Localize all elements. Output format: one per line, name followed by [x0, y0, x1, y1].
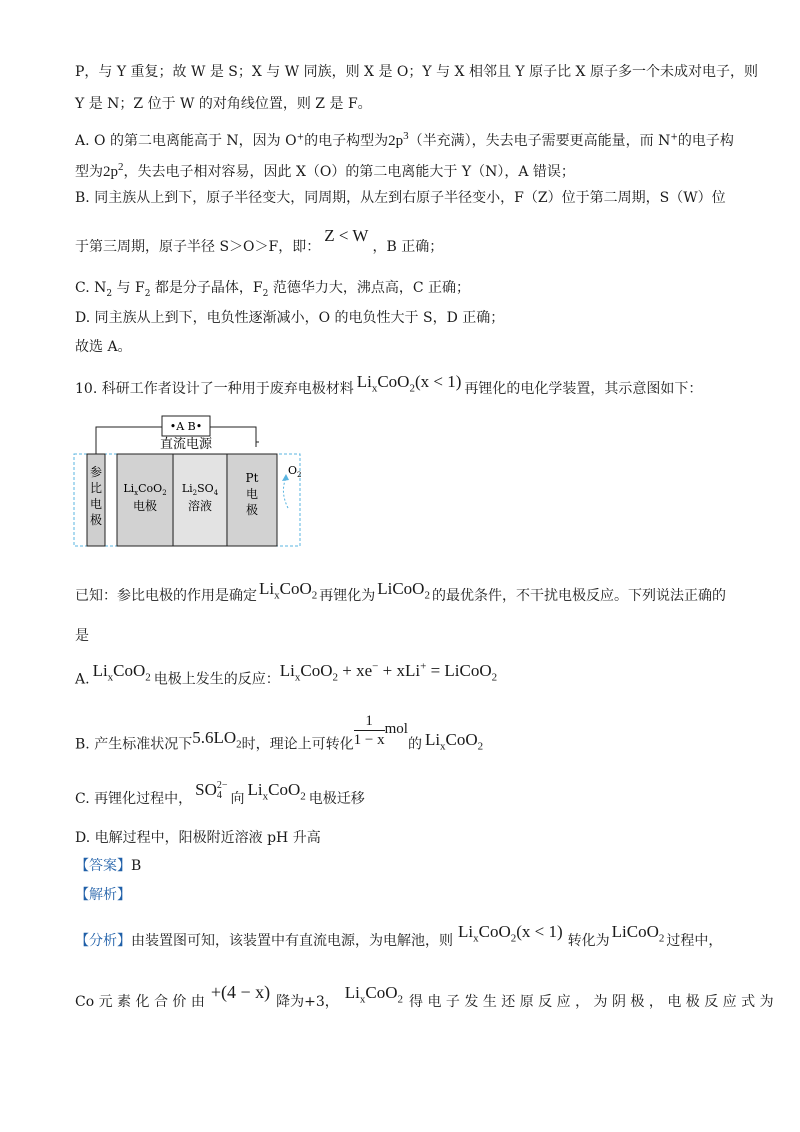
option-c-mid: 向 [230, 791, 245, 807]
sulfate-ion: SO 2− 4 [195, 780, 228, 802]
option-c-explain: C. $N_2$ 与 $F_2$ 都是分子晶体，$F_2$ 范德华力大，沸点高，C 正确； [75, 280, 470, 299]
fenxi-mid: 转化为 [567, 933, 610, 949]
answer [75, 856, 141, 876]
question-10: 10. 科研工作者设计了一种用于废弃电极材料 $Li_xCoO_2(x < 1)$ 再锂化的电化学装置，其示意图如下： [75, 372, 703, 397]
ref-char-4: 极 [89, 513, 103, 527]
ref-char-2: 比 [89, 481, 103, 495]
option-b-pre: B. 产生标准状况下 [75, 736, 193, 753]
power-source-label: 直流电源 [159, 437, 213, 452]
answer-label: 【答案】 [75, 858, 131, 874]
option-b-post: 的 [407, 736, 422, 753]
q10-post: 再锂化的电化学装置，其示意图如下： [464, 381, 703, 397]
licoo2-label: $Li_xCoO_2$ [123, 482, 167, 497]
text-line-2: Y 是 N；Z 位于 W 的对角线位置，则 Z 是 F。 [75, 96, 372, 112]
last-post: 得 电 子 发 生 还 原 反 应 ， 为 阴 极 ， 电 极 反 应 式 为 [409, 994, 774, 1010]
a1-mid: 的电子构型为 [304, 133, 389, 149]
o2-label: $O_2$ [288, 464, 302, 479]
option-b-explain-2 [75, 226, 444, 257]
q10-num: 10. 科研工作者设计了一种用于废弃电极材料 [75, 381, 354, 397]
c-post: 范德华力大，沸点高，C 正确； [268, 280, 470, 296]
q10-cond: (x < 1) [414, 372, 462, 391]
solution-label: 溶液 [187, 499, 213, 513]
pt-label: Pt [245, 471, 259, 485]
option-a-explain-1: A. O 的第二电离能高于 N，因为 O+的电子构型为$2p^3$（半充满），失去电子需要更高能量，而 N+的电子构 [75, 130, 734, 149]
c-pre: C. N [75, 280, 107, 296]
licoo2-electrode: 电极 [132, 499, 158, 513]
fenxi-pre: 由装置图可知，该装置中有直流电源，为电解池，则 [131, 933, 453, 949]
option-a-equation: $Li_xCoO_2 + xe^- + xLi^+$ = LiCoO$_2$ [279, 660, 498, 684]
o2-amount: $5.6LO_2$ [192, 727, 242, 750]
option-b: B. 产生标准状况下$5.6LO_2$时，理论上可转化 $\frac{1}{1 - x}$ mol的 $Li_xCoO_2$ [75, 713, 484, 753]
pt-char-2: 极 [245, 503, 259, 517]
option-d-explain: D. 同主族从上到下，电负性逐渐减小，O 的电负性大于 S，D 正确； [75, 310, 505, 326]
last-mid: 降为+3， [276, 994, 339, 1010]
answer-value: B [131, 858, 142, 874]
mol-unit: mol [384, 720, 408, 737]
option-c-pre: C. 再锂化过程中， [75, 791, 193, 807]
last-line: Co 元 素 化 合 价 由 +(4 − x) 降为+3， $Li_xCoO_2$ 得 电 子 发 生 还 原 反 应 ， 为 阴 极 ， 电 极 反 应 式 为 [75, 982, 774, 1010]
option-c-post: 电极迁移 [308, 791, 365, 807]
known-line: 已知：参比电极的作用是确定 $Li_xCoO_2$ 再锂化为 LiCoO$_2$ 的最优条件，不干扰电极反应。下列说法正确的 [75, 579, 726, 604]
analysis-label: 【解析】 [75, 887, 131, 903]
ab-label: •A B• [169, 420, 203, 433]
known-post: 的最优条件，不干扰电极反应。下列说法正确的 [431, 588, 726, 604]
option-a: A. $Li_xCoO_2$ 电极上发生的反应：$Li_xCoO_2 + xe^- + xLi^+$ = LiCoO$_2$ [75, 660, 498, 688]
known-tail: 是 [75, 628, 89, 644]
ref-char-3: 电 [89, 497, 103, 511]
option-b-mid: 时，理论上可转化 [241, 736, 354, 753]
fenxi-post: 过程中， [666, 933, 723, 949]
a2-post: ，失去电子相对容易，因此 X（O）的第二电离能大于 Y（N），A 错误； [123, 164, 575, 180]
a1-end: 的电子构 [677, 133, 734, 149]
fraction: $\frac{1}{1 - x}$ [353, 713, 385, 748]
valence-value: +(4 − x) [210, 982, 271, 1002]
fenxi-line: 【分析】由装置图可知，该装置中有直流电源，为电解池，则 $Li_xCoO_2(x < 1)$ 转化为 LiCoO$_2$ 过程中， [75, 922, 723, 949]
b2-pre: 于第三周期，原子半径 S＞O＞F，即： [75, 239, 321, 255]
a2-pre: 型为 [75, 164, 103, 180]
pt-char-1: 电 [245, 487, 259, 501]
c-mid: 与 F [112, 280, 145, 296]
apparatus-diagram [70, 412, 310, 552]
z-less-w: Z < W [324, 226, 369, 245]
conclusion: 故选 A。 [75, 339, 132, 355]
a1-paren: （半充满），失去电子需要更高能量，而 N [408, 133, 671, 149]
option-b-explain-1: B. 同主族从上到下，原子半径变大，同周期，从左到右原子半径变小，F（Z）位于第二周期，S（W）位 [75, 190, 726, 206]
a1-pre: A. O 的第二电离能高于 N，因为 O [75, 133, 297, 149]
li2so4-label: $Li_2SO_4$ [181, 482, 219, 497]
text-line-1: P，与 Y 重复；故 W 是 S；X 与 W 同族，则 X 是 O；Y 与 X 相邻且 Y 原子比 X 原子多一个未成对电子，则 [75, 64, 758, 80]
option-a-text: 电极上发生的反应： [153, 671, 280, 688]
fenxi-label: 【分析】 [75, 933, 131, 949]
last-pre: Co 元 素 化 合 价 由 [75, 994, 205, 1010]
option-d: D. 电解过程中，阳极附近溶液 pH 升高 [75, 830, 321, 846]
option-a-label: A. [75, 671, 90, 688]
option-c: C. 再锂化过程中， SO 2− 4 向 $Li_xCoO_2$ 电极迁移 [75, 780, 365, 807]
o2-arrow [283, 478, 288, 508]
known-mid: 再锂化为 [319, 588, 376, 604]
ref-char-1: 参 [89, 465, 103, 479]
known-pre: 已知：参比电极的作用是确定 [75, 588, 257, 604]
b2-post: ，B 正确； [372, 239, 444, 255]
option-a-explain-2: 型为$2p^2$，失去电子相对容易，因此 X（O）的第二电离能大于 Y（N），A 错误； [75, 161, 575, 180]
c-mid2: 都是分子晶体，F [150, 280, 263, 296]
